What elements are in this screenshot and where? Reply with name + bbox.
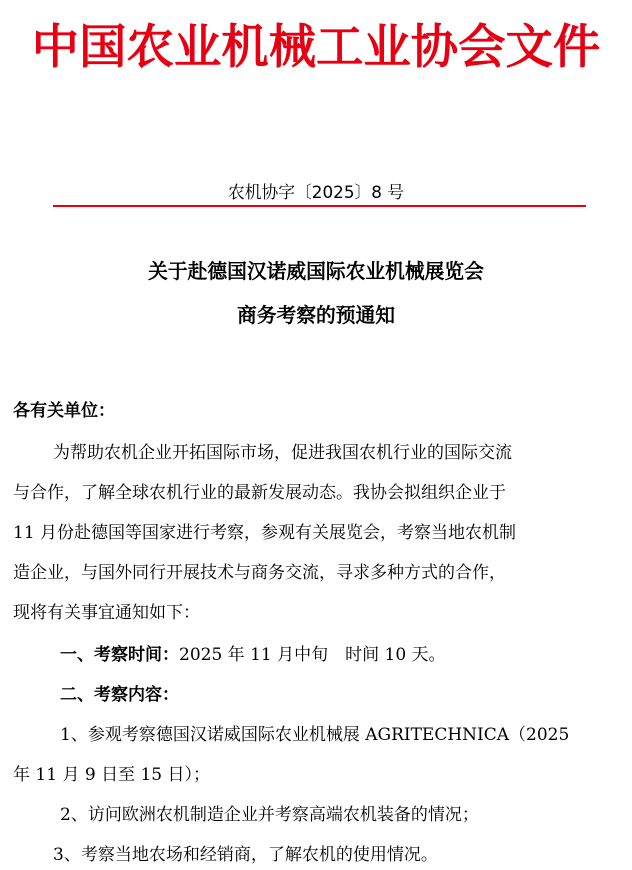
- subject-line-2: 商务考察的预通知: [236, 304, 395, 327]
- item-2: 2、访问欧洲农机制造企业并考察高端农机装备的情况；: [60, 805, 479, 825]
- document-number: 农机协字〔2025〕8 号: [227, 182, 405, 202]
- item-1-line-1: 1、参观考察德国汉诺威国际农业机械展 AGRITECHNICA（2025: [60, 725, 570, 745]
- section-2-content: [60, 682, 179, 708]
- section-1-value: 2025 年 11 月中旬 时间 10 天。: [179, 645, 446, 665]
- section-2-label: 二、考察内容：: [60, 685, 179, 705]
- salutation: 各有关单位：: [13, 401, 115, 421]
- section-1-time: [60, 642, 446, 668]
- intro-line-2: 与合作，了解全球农机行业的最新发展动态。我协会拟组织企业于: [13, 483, 506, 503]
- item-1-line-2: 年 11 月 9 日至 15 日）；: [13, 765, 211, 785]
- intro-line-1: 为帮助农机企业开拓国际市场，促进我国农机行业的国际交流: [53, 443, 512, 463]
- document-header-title: 中国农业机械工业协会文件: [31, 20, 601, 75]
- item-3: 3、考察当地农场和经销商，了解农机的使用情况。: [53, 845, 438, 865]
- intro-line-4: 造企业，与国外同行开展技术与商务交流，寻求多种方式的合作，: [13, 563, 506, 583]
- section-1-label: 一、考察时间：: [60, 645, 179, 665]
- subject-line-1: 关于赴德国汉诺威国际农业机械展览会: [148, 260, 484, 283]
- intro-line-5: 现将有关事宜通知如下：: [13, 603, 200, 623]
- red-separator-line: [53, 205, 586, 207]
- intro-line-3: 11 月份赴德国等国家进行考察，参观有关展览会，考察当地农机制: [13, 523, 517, 543]
